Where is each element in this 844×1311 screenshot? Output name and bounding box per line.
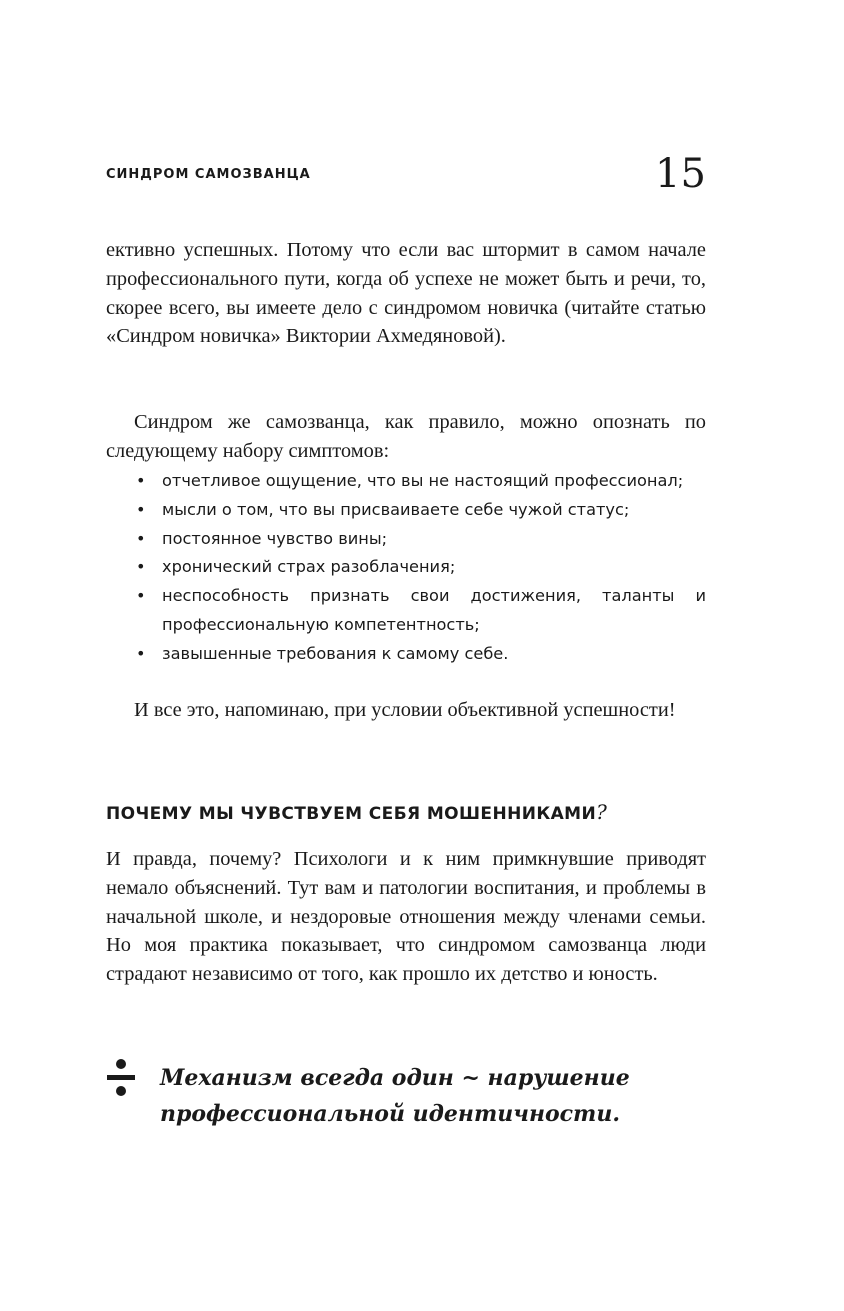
list-item-text: мысли о том, что вы присваиваете себе чужой статус; (162, 499, 630, 519)
section-heading-mark: ? (596, 800, 608, 824)
bullet-icon: • (136, 471, 146, 490)
bullet-icon: • (136, 586, 146, 606)
list-item-text: постоянное чувство вины; (162, 528, 388, 548)
list-item-text: хронический страх разоблачения; (162, 557, 456, 577)
divide-icon (106, 1058, 136, 1098)
paragraph-3: И все это, напоминаю, при условии объективной успешности! (134, 699, 676, 721)
list-item (106, 496, 706, 525)
list-item (106, 467, 706, 496)
paragraph-1: ективно успешных. Потому что если вас штормит в самом начале профессионального пути, когда об успехе не может быть и речи, то, скорее всего, вы имеете дело с синдромом новичка (читайте статью «Синдром новичка» Виктории Ахмедяновой). (106, 239, 706, 348)
list-item-text: завышенные требования к самому себе. (162, 643, 509, 663)
bullet-icon: • (136, 557, 146, 577)
callout-quote: Механизм всегда один ~ нарушение профессиональной идентичности. (160, 1065, 630, 1127)
section-heading (106, 800, 607, 824)
bullet-icon: • (136, 499, 146, 519)
paragraph-4: И правда, почему? Психологи и к ним примкнувшие приводят немало объяснений. Тут вам и патологии воспитания, и проблемы в начальной школе, и нездоровые отношения между членами семьи. Но моя практика показывает, что синдромом самозванца люди страдают независимо от того, как прошло их детство и юность. (106, 848, 706, 986)
paragraph-2: Синдром же самозванца, как правило, можно опознать по следующему набору симптомов: (106, 411, 706, 462)
list-item (106, 525, 706, 554)
bullet-icon: • (136, 528, 146, 548)
list-item (106, 582, 706, 640)
running-head: СИНДРОМ САМОЗВАНЦА (106, 167, 311, 182)
list-item (106, 553, 706, 582)
list-item (106, 640, 706, 669)
list-item-text: отчетливое ощущение, что вы не настоящий профессионал; (162, 471, 684, 490)
symptom-list (106, 467, 706, 669)
page-number: 15 (655, 151, 706, 197)
section-heading-text: ПОЧЕМУ МЫ ЧУВСТВУЕМ СЕБЯ МОШЕННИКАМИ (106, 804, 597, 824)
bullet-icon: • (136, 643, 146, 663)
list-item-text: неспособность признать свои достижения, таланты и профессиональную компетентность; (162, 586, 706, 634)
